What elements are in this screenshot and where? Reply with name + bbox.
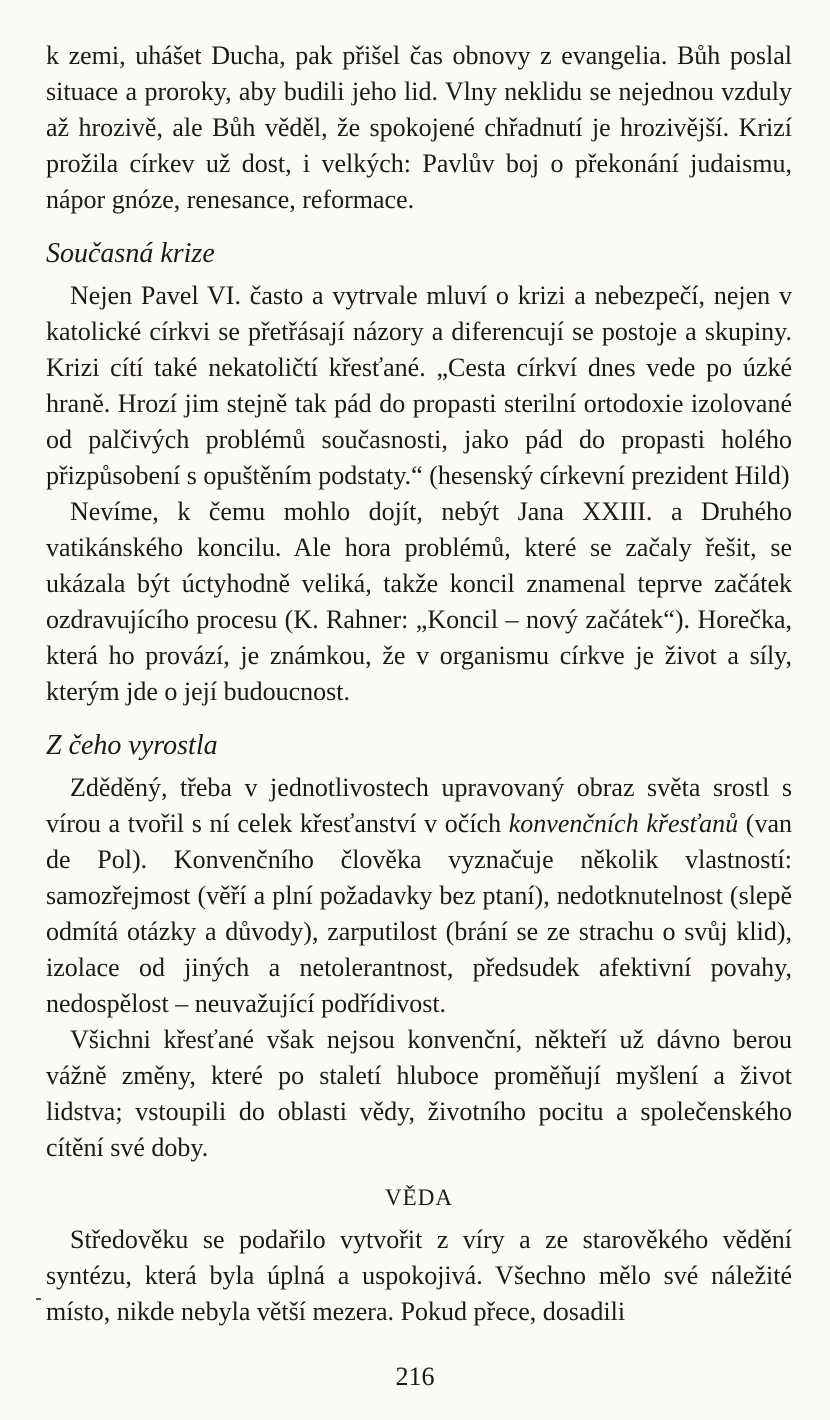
italic-term: konvenčních křesťanů xyxy=(508,809,739,838)
paragraph: Nevíme, k čemu mohlo dojít, nebýt Jana XXIII. a Druhého vatikánského koncilu. Ale hora problémů, které se začaly řešit, se ukázala být úctyhodně veliká, takže koncil znamenal teprve začátek ozdravujícího procesu (K. Rahner: „Koncil – nový začátek“). Horečka, která ho provází, je známkou, že v organismu církve je život a síly, kterým jde o její budoucnost. xyxy=(46,497,792,706)
paragraph-continuation: k zemi, uhášet Ducha, pak přišel čas obnovy z evangelia. Bůh poslal situace a proroky, aby budili jeho lid. Vlny neklidu se nejednou vzduly až hrozivě, ale Bůh věděl, že spokojené chřadnutí je hrozivější. Krizí prožila církev už dost, i velkých: Pavlův boj o překonání judaismu, nápor gnóze, renesance, reformace. xyxy=(46,41,792,214)
paragraph: Všichni křesťané však nejsou konvenční, někteří už dávno berou vážně změny, které po staletí hluboce proměňují myšlení a život lidstva; vstoupili do oblasti vědy, životního pocitu a společenského cítění své doby. xyxy=(46,1025,792,1162)
margin-mark xyxy=(36,1298,41,1300)
section-heading-z-ceho-vyrostla: Z čeho vyrostla xyxy=(46,730,218,761)
page-body xyxy=(46,38,792,1330)
section-heading-soucasna-krize: Současná krize xyxy=(46,238,215,269)
paragraph: Středověku se podařilo vytvořit z víry a ze starověkého vědění syntézu, která byla úplná a uspokojivá. Všechno mělo své náležité místo, nikde nebyla větší mezera. Pokud přece, dosadili xyxy=(46,1225,792,1326)
paragraph-text: (van de Pol). Konvenčního člověka vyznačuje několik vlastností: samozřejmost (věří a plní požadavky bez ptaní), nedotknutelnost (slepě odmítá otázky a důvody), zarputilost (brání se ze strachu o svůj klid), izolace od jiných a netolerantnost, předsudek afektivní povahy, nedospělost – neuvažující podřídivost. xyxy=(46,809,793,1018)
page-number: 216 xyxy=(395,1362,435,1391)
paragraph-text: Zděděný, třeba v jednotlivostech upravovaný obraz světa srostl s vírou a tvořil s ní celek křesťanství v očích xyxy=(46,773,792,838)
paragraph xyxy=(46,770,792,1022)
section-heading-veda: VĚDA xyxy=(385,1185,453,1210)
paragraph: Nejen Pavel VI. často a vytrvale mluví o krizi a nebezpečí, nejen v katolické církvi se přetřásají názory a diferencují se postoje a skupiny. Krizi cítí také nekatoličtí křesťané. „Cesta církví dnes vede po úzké hraně. Hrozí jim stejně tak pád do propasti sterilní ortodoxie izolované od palčivých problémů současnosti, jako pád do propasti holého přizpůsobení s opuštěním podstaty.“ (hesenský církevní prezident Hild) xyxy=(46,281,792,490)
